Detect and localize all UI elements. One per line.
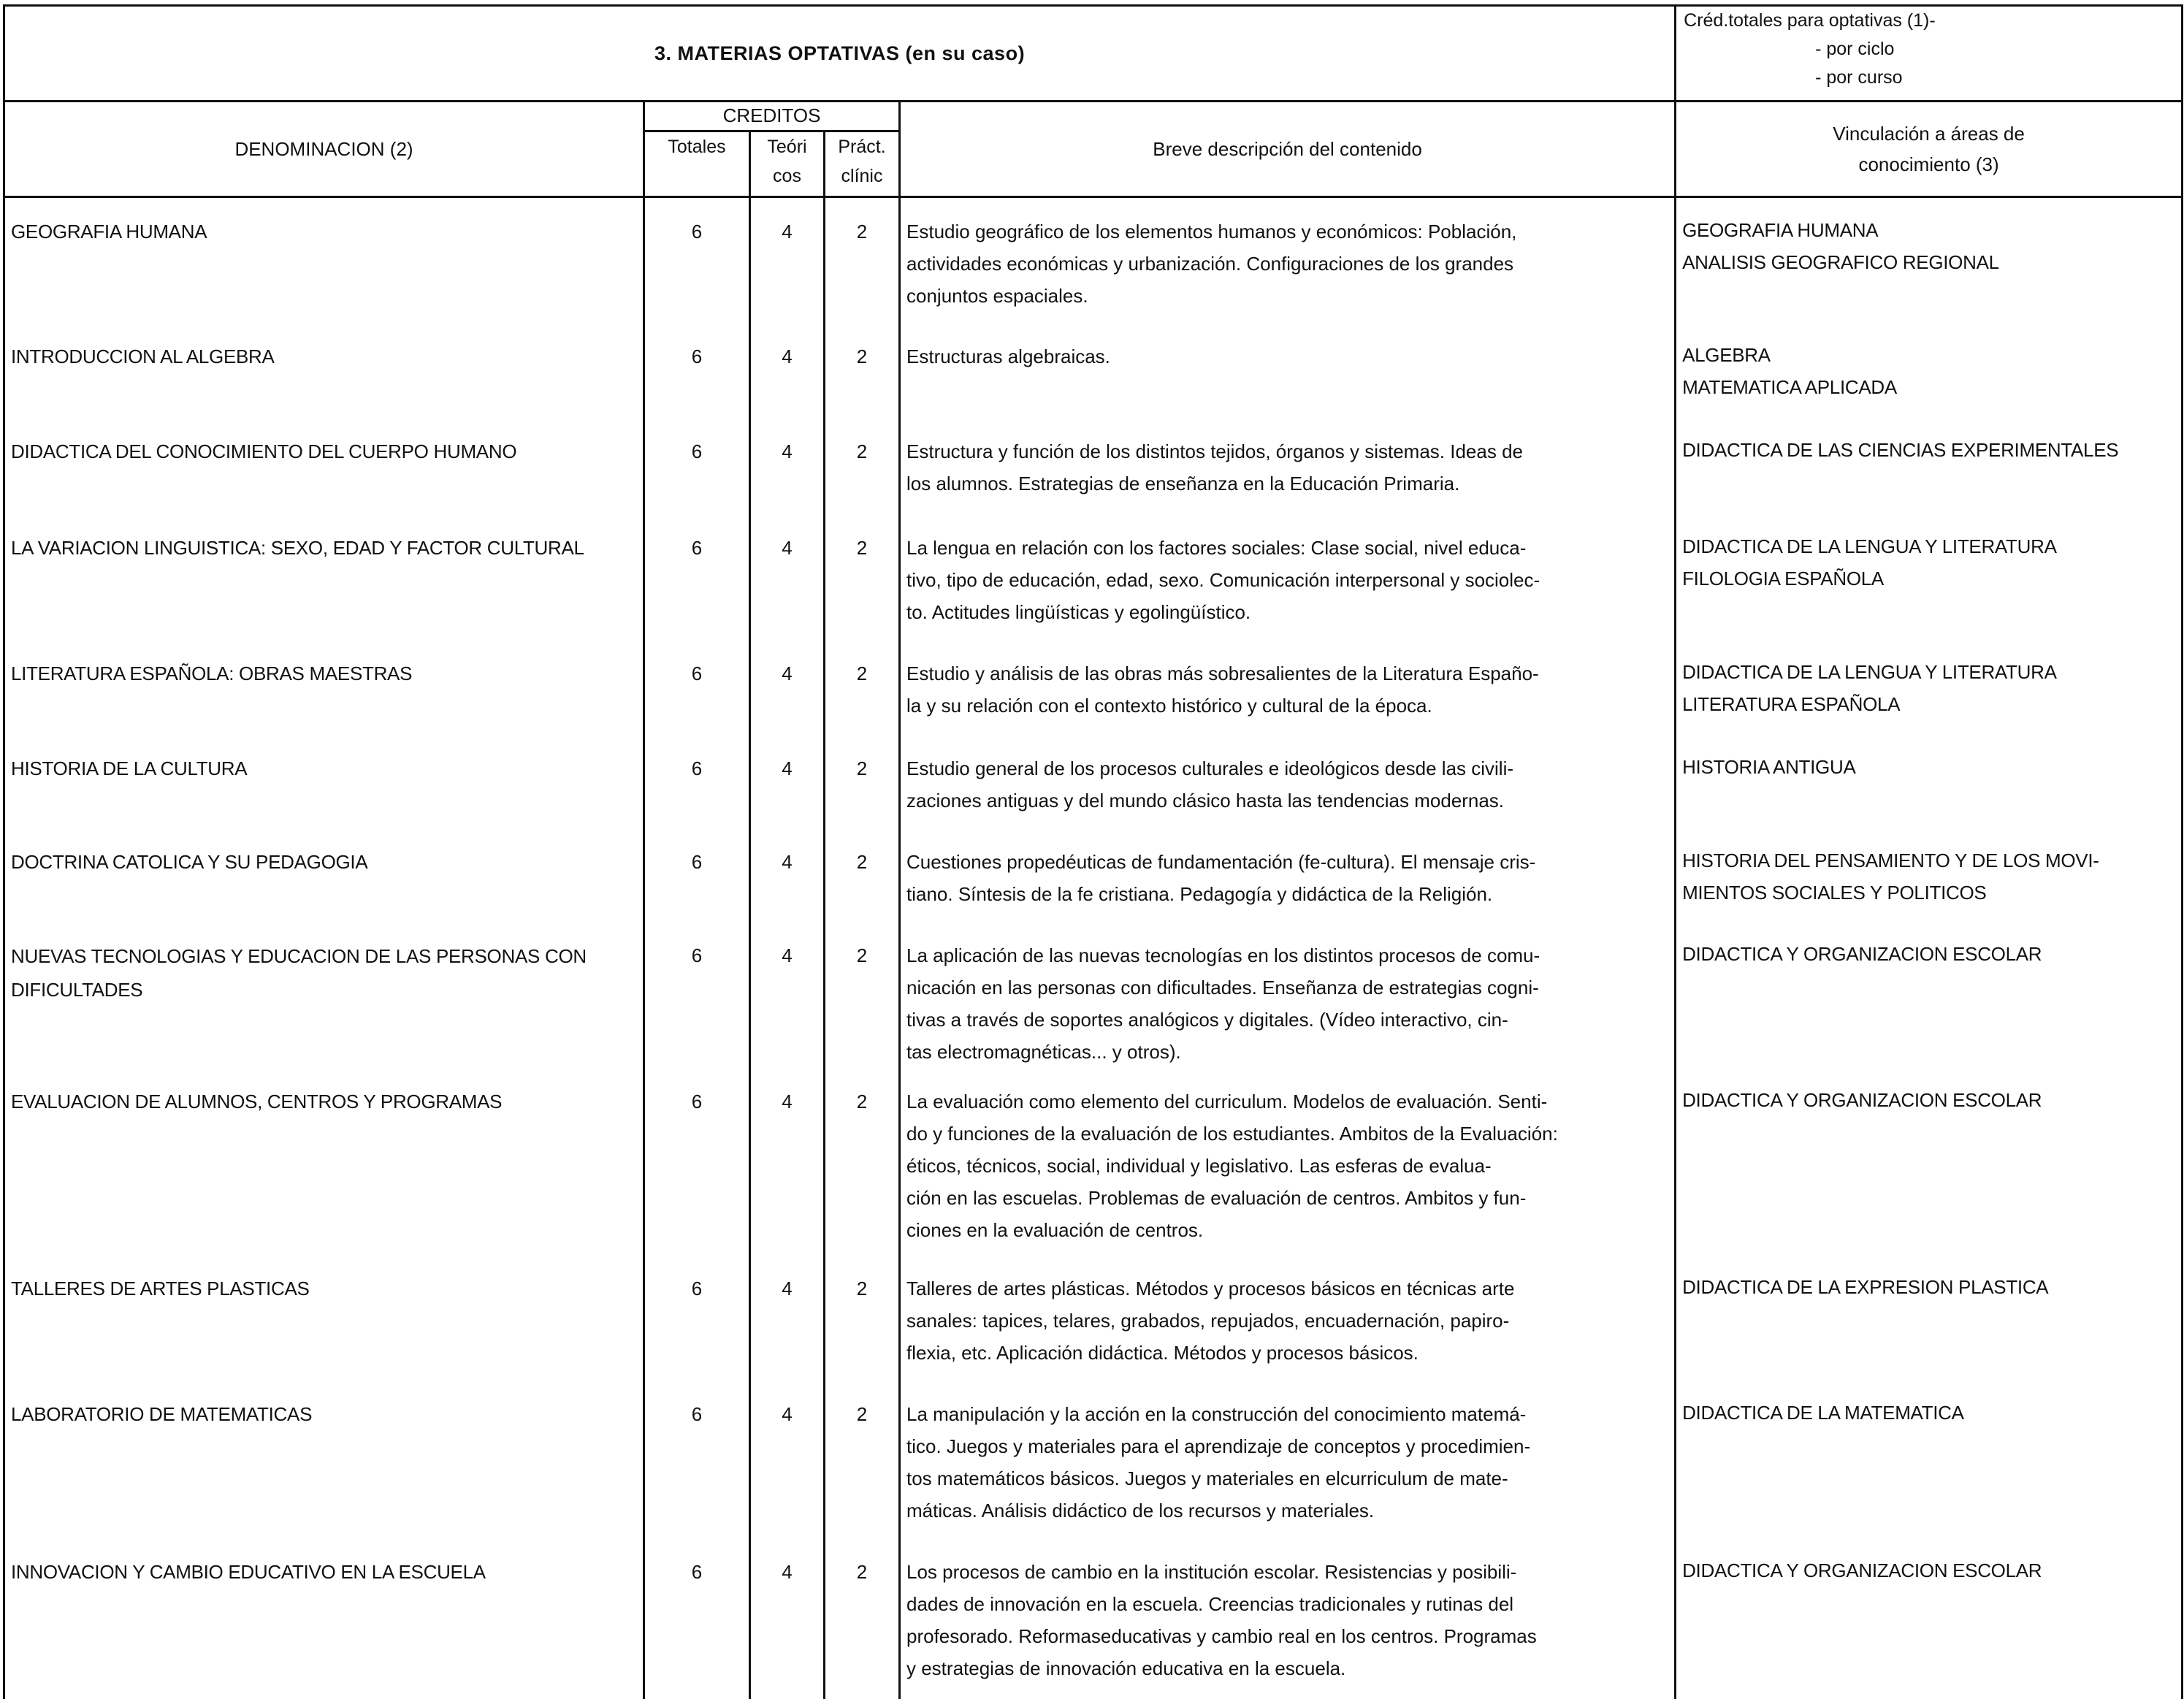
table-row [4,1538,2183,1699]
subject-name: LA VARIACION LINGUISTICA: SEXO, EDAD Y FACTOR CULTURAL [4,514,644,640]
practicos-value: 2 [825,514,900,640]
totales-value: 6 [644,1381,750,1538]
practicos-value: 2 [825,323,900,418]
por-curso-label: - por curso [1815,67,1903,88]
table-row [4,1068,2183,1255]
subject-name: EVALUACION DE ALUMNOS, CENTROS Y PROGRAMAS [4,1068,644,1255]
totales-value: 6 [644,922,750,1068]
description-line: tivas a través de soportes analógicos y digitales. (Vídeo interactivo, cin- [906,1008,1508,1031]
description-line: y estrategias de innovación educativa en la escuela. [906,1657,1346,1679]
practicos-value: 2 [825,828,900,922]
knowledge-area: DIDACTICA Y ORGANIZACION ESCOLAR [1682,1088,2042,1111]
table-row [4,828,2183,922]
practicos-value: 2 [825,1538,900,1699]
practicos-value: 2 [825,197,900,323]
table-row [4,922,2183,1068]
description-line: flexia, etc. Aplicación didáctica. Métodos y procesos básicos. [906,1341,1419,1364]
title-row [4,6,2183,102]
practicos-header [825,131,900,197]
subjects-body [4,197,2183,1699]
description-line: Estudio geográfico de los elementos humanos y económicos: Población, [906,221,1517,243]
description-line: Estudio general de los procesos culturales e ideológicos desde las civili- [906,757,1514,779]
knowledge-area: DIDACTICA Y ORGANIZACION ESCOLAR [1682,1559,2042,1581]
subject-name: DOCTRINA CATOLICA Y SU PEDAGOGIA [4,828,644,922]
teoricos-value: 4 [750,1381,825,1538]
teoricos-value: 4 [750,323,825,418]
description-line: Talleres de artes plásticas. Métodos y procesos básicos en técnicas arte [906,1277,1515,1299]
description-line: La aplicación de las nuevas tecnologías en los distintos procesos de comu- [906,944,1540,966]
knowledge-area: DIDACTICA Y ORGANIZACION ESCOLAR [1682,942,2042,965]
description-line: máticas. Análisis didáctico de los recursos y materiales. [906,1499,1375,1522]
vinculacion-header-line1: Vinculación a áreas de [1833,123,2025,145]
teoricos-value: 4 [750,922,825,1068]
subject-name: GEOGRAFIA HUMANA [4,197,644,323]
subject-description [900,735,1676,828]
knowledge-area: DIDACTICA DE LA EXPRESION PLASTICA [1682,1275,2049,1298]
knowledge-areas [1676,828,2183,922]
subject-name: TALLERES DE ARTES PLASTICAS [4,1255,644,1381]
teoricos-value: 4 [750,418,825,514]
optativas-table [3,4,2183,1699]
teoricos-value: 4 [750,735,825,828]
table-row [4,418,2183,514]
knowledge-area: DIDACTICA DE LA LENGUA Y LITERATURA [1682,660,2057,683]
knowledge-area: HISTORIA DEL PENSAMIENTO Y DE LOS MOVI- [1682,849,2099,871]
description-line: Estructuras algebraicas. [906,345,1110,367]
knowledge-area: MIENTOS SOCIALES Y POLITICOS [1682,881,1987,904]
description-line: tiano. Síntesis de la fe cristiana. Pedagogía y didáctica de la Religión. [906,882,1493,905]
teoricos-header-line1: Teóri [767,137,807,157]
knowledge-area: DIDACTICA DE LAS CIENCIAS EXPERIMENTALES [1682,438,2119,461]
por-ciclo-label: - por ciclo [1815,39,1895,59]
subject-name: INTRODUCCION AL ALGEBRA [4,323,644,418]
teoricos-value: 4 [750,640,825,735]
description-line: tas electromagnéticas... y otros). [906,1040,1181,1063]
knowledge-area: DIDACTICA DE LA MATEMATICA [1682,1401,1964,1424]
vinculacion-header [1676,102,2183,197]
description-line: sanales: tapices, telares, grabados, repujados, encuadernación, papiro- [906,1309,1510,1332]
practicos-value: 2 [825,1068,900,1255]
knowledge-area: ANALISIS GEOGRAFICO REGIONAL [1682,251,1999,273]
knowledge-areas [1676,323,2183,418]
subject-name-line: DIFICULTADES [11,978,143,1001]
knowledge-areas [1676,1255,2183,1381]
description-line: do y funciones de la evaluación de los estudiantes. Ambitos de la Evaluación: [906,1122,1558,1145]
description-line: actividades económicas y urbanización. Configuraciones de los grandes [906,253,1514,275]
teoricos-header [750,131,825,197]
description-line: tico. Juegos y materiales para el aprendizaje de conceptos y procedimien- [906,1435,1531,1457]
subject-name [4,922,644,1068]
subject-description [900,828,1676,922]
vinculacion-header-line2: conocimiento (3) [1858,153,1999,175]
table-row [4,514,2183,640]
subject-description [900,1068,1676,1255]
teoricos-value: 4 [750,1538,825,1699]
practicos-header-line1: Práct. [838,137,886,157]
totales-value: 6 [644,1538,750,1699]
totales-value: 6 [644,418,750,514]
description-line: ciones en la evaluación de centros. [906,1218,1204,1241]
practicos-header-line2: clínic [841,166,883,186]
description-line: zaciones antiguas y del mundo clásico hasta las tendencias modernas. [906,789,1505,812]
description-line: Los procesos de cambio en la institución escolar. Resistencias y posibili- [906,1560,1517,1583]
totales-value: 6 [644,514,750,640]
description-line: tivo, tipo de educación, edad, sexo. Comunicación interpersonal y sociolec- [906,568,1540,591]
subject-name: LITERATURA ESPAÑOLA: OBRAS MAESTRAS [4,640,644,735]
knowledge-areas [1676,197,2183,323]
teoricos-value: 4 [750,1068,825,1255]
totales-value: 6 [644,323,750,418]
table-row [4,197,2183,323]
creditos-totales-box [1676,6,2183,102]
knowledge-areas [1676,1068,2183,1255]
section-title: 3. MATERIAS OPTATIVAS (en su caso) [4,6,1676,102]
totales-value: 6 [644,640,750,735]
teoricos-header-line2: cos [773,166,801,186]
knowledge-area: ALGEBRA [1682,343,1771,366]
subject-name: LABORATORIO DE MATEMATICAS [4,1381,644,1538]
totales-header: Totales [644,131,750,197]
practicos-value: 2 [825,735,900,828]
totales-value: 6 [644,735,750,828]
description-line: conjuntos espaciales. [906,285,1088,307]
practicos-value: 2 [825,1255,900,1381]
description-line: Estructura y función de los distintos tejidos, órganos y sistemas. Ideas de [906,440,1523,462]
cred-totales-label: Créd.totales para optativas (1)- [1684,10,1936,31]
subject-description [900,323,1676,418]
knowledge-area: LITERATURA ESPAÑOLA [1682,692,1901,715]
knowledge-areas [1676,418,2183,514]
practicos-value: 2 [825,1381,900,1538]
subject-description [900,1255,1676,1381]
subject-name: INNOVACION Y CAMBIO EDUCATIVO EN LA ESCUELA [4,1538,644,1699]
subject-description [900,514,1676,640]
description-line: los alumnos. Estrategias de enseñanza en la Educación Primaria. [906,472,1460,495]
table-row [4,640,2183,735]
description-line: to. Actitudes lingüísticas y egolingüístico. [906,600,1251,623]
knowledge-areas [1676,1538,2183,1699]
practicos-value: 2 [825,418,900,514]
description-line: dades de innovación en la escuela. Creencias tradicionales y rutinas del [906,1592,1514,1615]
subject-description [900,197,1676,323]
subject-name: DIDACTICA DEL CONOCIMIENTO DEL CUERPO HUMANO [4,418,644,514]
description-line: Estudio y análisis de las obras más sobresalientes de la Literatura Españo- [906,662,1539,684]
practicos-value: 2 [825,640,900,735]
table-row [4,1255,2183,1381]
knowledge-area: DIDACTICA DE LA LENGUA Y LITERATURA [1682,535,2057,557]
totales-value: 6 [644,197,750,323]
description-line: La evaluación como elemento del curriculum. Modelos de evaluación. Senti- [906,1090,1548,1112]
teoricos-value: 4 [750,828,825,922]
totales-value: 6 [644,828,750,922]
description-line: tos matemáticos básicos. Juegos y materiales en elcurriculum de mate- [906,1467,1508,1489]
knowledge-areas [1676,922,2183,1068]
knowledge-area: FILOLOGIA ESPAÑOLA [1682,567,1884,589]
denominacion-header: DENOMINACION (2) [4,102,644,197]
subject-description [900,922,1676,1068]
subject-description [900,1538,1676,1699]
description-line: La lengua en relación con los factores sociales: Clase social, nivel educa- [906,536,1527,559]
totales-value: 6 [644,1068,750,1255]
description-line: nicación en las personas con dificultades. Enseñanza de estrategias cogni- [906,976,1539,999]
table-row [4,1381,2183,1538]
knowledge-area: MATEMATICA APLICADA [1682,375,1897,398]
column-header-row-1 [4,102,2183,131]
table-row [4,735,2183,828]
subject-name-line: NUEVAS TECNOLOGIAS Y EDUCACION DE LAS PERSONAS CON [11,944,587,967]
table-row [4,323,2183,418]
subject-name: HISTORIA DE LA CULTURA [4,735,644,828]
knowledge-area: GEOGRAFIA HUMANA [1682,219,1879,241]
teoricos-value: 4 [750,514,825,640]
subject-description [900,418,1676,514]
subject-description [900,640,1676,735]
teoricos-value: 4 [750,197,825,323]
curriculum-sheet [3,4,2181,1679]
knowledge-area: HISTORIA ANTIGUA [1682,755,1856,778]
teoricos-value: 4 [750,1255,825,1381]
knowledge-areas [1676,735,2183,828]
description-line: La manipulación y la acción en la construcción del conocimiento matemá- [906,1402,1527,1425]
subject-description [900,1381,1676,1538]
description-line: Cuestiones propedéuticas de fundamentación (fe-cultura). El mensaje cris- [906,850,1536,873]
description-line: ción en las escuelas. Problemas de evaluación de centros. Ambitos y fun- [906,1186,1527,1209]
descripcion-header: Breve descripción del contenido [900,102,1676,197]
practicos-value: 2 [825,922,900,1068]
knowledge-areas [1676,514,2183,640]
description-line: profesorado. Reformaseducativas y cambio real en los centros. Programas [906,1624,1537,1647]
totales-value: 6 [644,1255,750,1381]
creditos-header: CREDITOS [644,102,900,131]
description-line: éticos, técnicos, social, individual y legislativo. Las esferas de evalua- [906,1154,1492,1177]
knowledge-areas [1676,640,2183,735]
knowledge-areas [1676,1381,2183,1538]
description-line: la y su relación con el contexto histórico y cultural de la época. [906,694,1432,717]
